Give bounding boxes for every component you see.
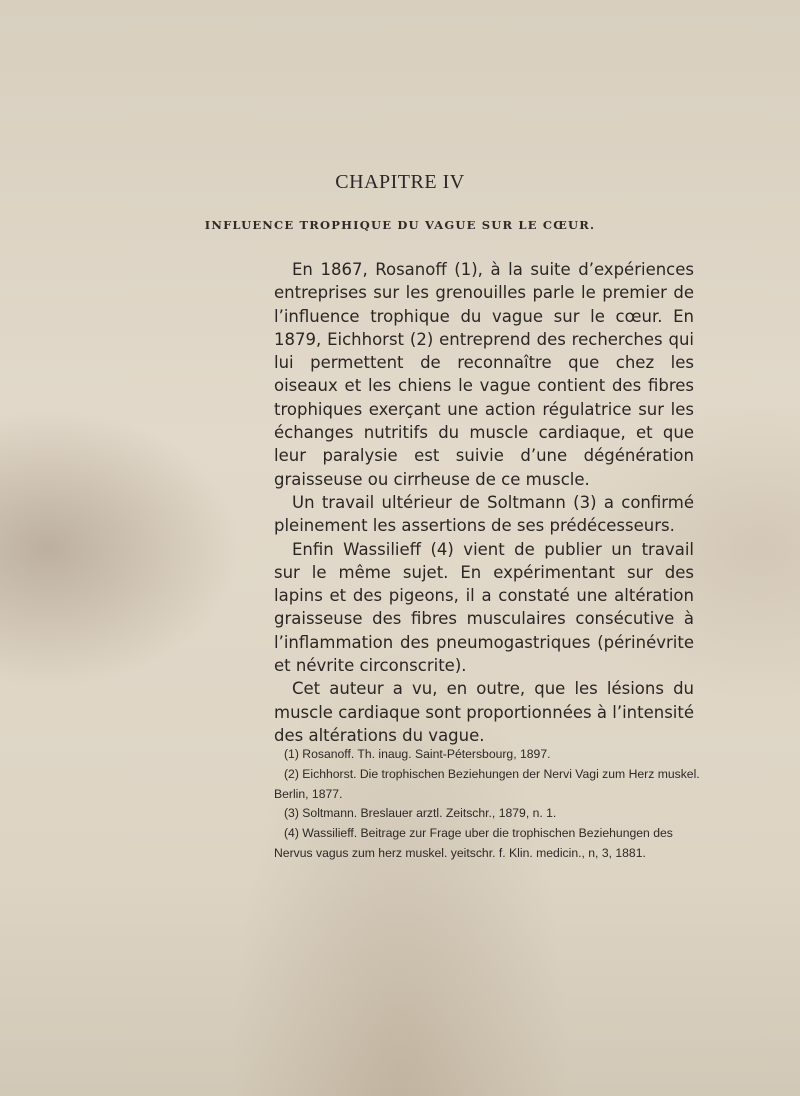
paragraph: Cet auteur a vu, en outre, que les lésions du muscle cardiaque sont proportionnées à l’intensité des altérations du vague.	[274, 679, 694, 745]
body-text	[274, 258, 694, 747]
paragraph: En 1867, Rosanoff (1), à la suite d’expériences entreprises sur les grenouilles parle le premier de l’influence trophique du vague sur le cœur. En 1879, Eichhorst (2) entreprend des recherches qui lui permettent de reconnaître que chez les oiseaux et les chiens le vague contient des fibres trophiques exerçant une action régulatrice sur les échanges nutritifs du muscle cardiaque, et que leur paralysie est suivie d’une dégénération graisseuse ou cirrheuse de ce muscle.	[274, 260, 694, 489]
footnotes	[274, 745, 704, 864]
footnote: (2) Eichhorst. Die trophischen Beziehungen der Nervi Vagi zum Herz muskel. Berlin, 1877.	[274, 766, 700, 801]
chapter-title: CHAPITRE IV	[335, 171, 465, 193]
footnote: (3) Soltmann. Breslauer arztl. Zeitschr., 1879, n. 1.	[284, 806, 557, 821]
footnote: (1) Rosanoff. Th. inaug. Saint-Pétersbourg, 1897.	[284, 747, 551, 761]
chapter-subtitle: INFLUENCE TROPHIQUE DU VAGUE SUR LE CŒUR.	[204, 218, 596, 232]
paragraph: Enfin Wassilieff (4) vient de publier un travail sur le même sujet. En expérimentant sur des lapins et des pigeons, il a constaté une altération graisseuse des fibres musculaires consécutive à l’inflammation des pneumogastriques (périnévrite et névrite circonscrite).	[274, 539, 694, 676]
paragraph: Un travail ultérieur de Soltmann (3) a confirmé pleinement les assertions de ses prédécesseurs.	[274, 492, 694, 536]
footnote: (4) Wassilieff. Beitrage zur Frage uber die trophischen Beziehungen des Nervus vagus zum herz muskel. yeitschr. f. Klin. medicin., n, 3, 1881.	[274, 826, 673, 860]
